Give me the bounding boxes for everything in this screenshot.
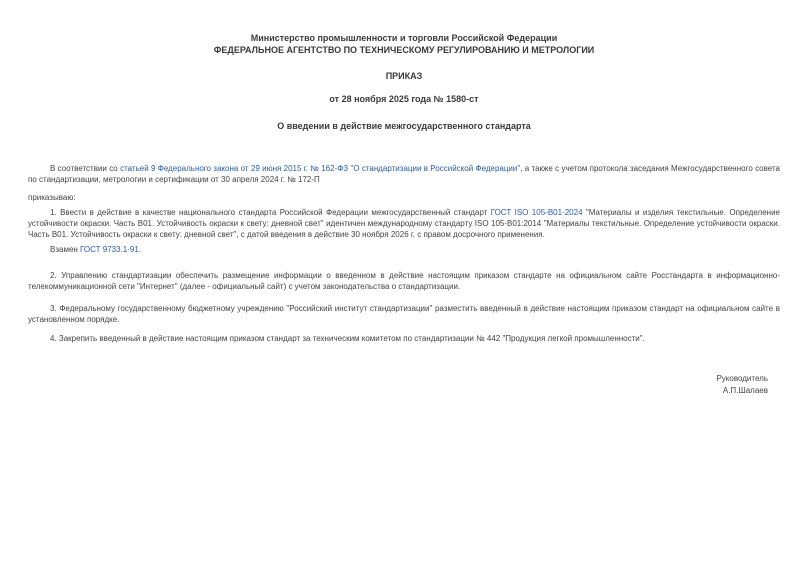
document-body <box>28 163 780 344</box>
item-1-text-after: "Материалы и изделия текстильные. Определение устойчивости окраски. Часть B01. Устойчивость окраски к свету: дневной свет" идентичен международному стандарту ISO 105-B01:2014 "Материалы текстильные. Определение устойчивости окраски. Часть B01. Устойчивость окраски к свету: дневной свет", с датой введения в действие 30 ноября 2026 г. с правом досрочного применения. <box>28 208 780 239</box>
item-2-paragraph: 2. Управлению стандартизации обеспечить размещение информации о введенном в действие настоящим приказом стандарте на официальном сайте Росстандарта в информационно-телекоммуникационной сети "Интернет" (далее - официальный сайт) с учетом законодательства о стандартизации. <box>28 271 780 291</box>
preamble-paragraph <box>28 163 780 185</box>
signature-title: Руководитель <box>716 374 768 383</box>
ministry-line: Министерство промышленности и торговли Российской Федерации <box>250 33 558 43</box>
item-3-paragraph: 3. Федеральному государственному бюджетному учреждению "Российский институт стандартизации" разместить введенный в действие настоящим приказом стандарт на официальном сайте в установленном порядке. <box>28 304 780 324</box>
signature-block <box>28 373 780 397</box>
doc-date-number: от 28 ноября 2025 года № 1580-ст <box>329 94 479 104</box>
gost-iso-105-b01-2024-link[interactable]: ГОСТ ISO 105-B01-2024 <box>490 208 583 217</box>
preamble-text-before: В соответствии со <box>50 164 121 173</box>
doc-subject: О введении в действие межгосударственного стандарта <box>277 121 531 131</box>
agency-line: ФЕДЕРАЛЬНОЕ АГЕНТСТВО ПО ТЕХНИЧЕСКОМУ РЕГУЛИРОВАНИЮ И МЕТРОЛОГИИ <box>213 45 595 55</box>
doc-type-title: ПРИКАЗ <box>385 71 423 81</box>
item-4-paragraph: 4. Закрепить введенный в действие настоящим приказом стандарт за техническим комитетом по стандартизации № 442 "Продукция легкой промышленности". <box>50 334 645 343</box>
signature-name: А.П.Шалаев <box>722 386 768 395</box>
document-header <box>28 32 780 132</box>
replacement-text-after: . <box>138 245 142 254</box>
order-word: приказываю: <box>28 193 76 202</box>
federal-law-link[interactable]: статьей 9 Федерального закона от 29 июня 2015 г. № 162-ФЗ "О стандартизации в Российской Федерации" <box>120 164 521 173</box>
replacement-paragraph <box>28 244 780 255</box>
item-1-paragraph <box>28 207 780 240</box>
item-1-text-before: 1. Ввести в действие в качестве национального стандарта Российской Федерации межгосударственный стандарт <box>50 208 491 217</box>
preamble-text-after: , а также с учетом протокола заседания Межгосударственного совета по стандартизации, метрологии и сертификации от 30 апреля 2024 г. № 172-П <box>28 164 780 184</box>
replacement-text-before: Взамен <box>50 245 81 254</box>
gost-9733-1-91-link[interactable]: ГОСТ 9733.1-91 <box>80 245 139 254</box>
